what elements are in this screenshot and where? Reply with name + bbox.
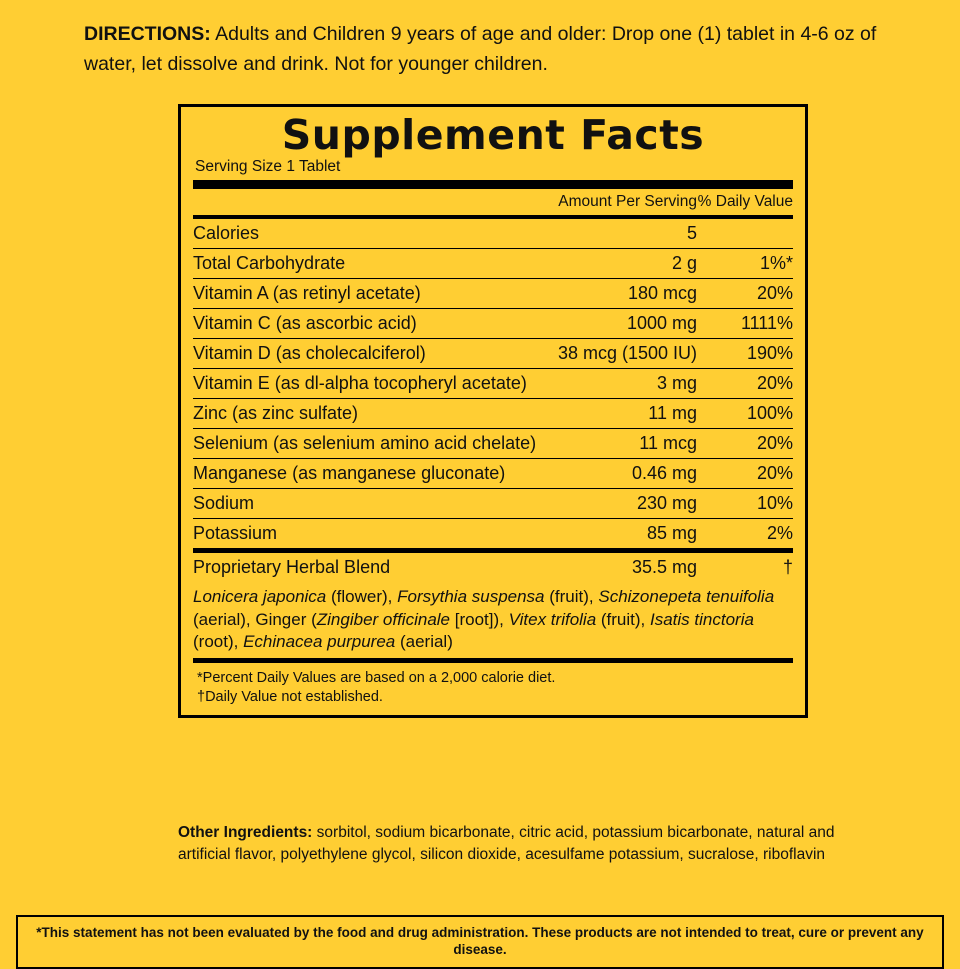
row-name: Vitamin A (as retinyl acetate) [193, 279, 552, 309]
row-name: Manganese (as manganese gluconate) [193, 459, 552, 489]
table-row [193, 399, 793, 429]
row-amount: 1000 mg [552, 309, 697, 339]
table-row [193, 309, 793, 339]
row-daily-value: 20% [697, 279, 793, 309]
other-ingredients-text: sorbitol, sodium bicarbonate, citric acid, potassium bicarbonate, natural and artificial flavor, polyethylene glycol, silicon dioxide, acesulfame potassium, sucralose, riboflavin [178, 824, 835, 863]
header-blank [193, 189, 552, 216]
row-amount: 38 mcg (1500 IU) [552, 339, 697, 369]
row-name: Zinc (as zinc sulfate) [193, 399, 552, 429]
blend-table-body [193, 553, 793, 658]
table-row [193, 279, 793, 309]
row-amount: 11 mcg [552, 429, 697, 459]
blend-daily-value: † [782, 557, 793, 578]
footnote-dagger: †Daily Value not established. [197, 689, 383, 706]
row-amount: 11 mg [552, 399, 697, 429]
row-daily-value [697, 218, 793, 249]
row-name: Calories [193, 218, 552, 249]
header-amount: Amount Per Serving [552, 189, 697, 216]
other-ingredients-label: Other Ingredients: [178, 824, 313, 841]
table-header-row [193, 189, 793, 216]
blend-name: Proprietary Herbal Blend [193, 557, 391, 578]
blend-row [193, 553, 793, 582]
panel-title: Supplement Facts [281, 111, 705, 159]
row-amount: 2 g [552, 249, 697, 279]
supplement-facts-panel [178, 104, 808, 718]
row-name: Vitamin D (as cholecalciferol) [193, 339, 552, 369]
row-amount: 5 [552, 218, 697, 249]
serving-size: Serving Size 1 Tablet [195, 158, 341, 176]
blend-ingredients-row [193, 582, 793, 658]
footnote-daily-values: *Percent Daily Values are based on a 2,000 calorie diet. [197, 670, 556, 687]
nutrition-table-body [193, 189, 793, 548]
row-daily-value: 20% [697, 429, 793, 459]
row-daily-value: 2% [766, 523, 793, 544]
table-row [193, 339, 793, 369]
table-row [193, 489, 793, 519]
row-amount: 230 mg [552, 489, 697, 519]
nutrition-table [193, 189, 793, 548]
table-row [193, 519, 793, 549]
row-amount: 85 mg [646, 523, 697, 544]
directions-block [84, 20, 884, 79]
table-row [193, 369, 793, 399]
header-daily-value: % Daily Value [697, 189, 793, 216]
row-name: Vitamin C (as ascorbic acid) [193, 309, 552, 339]
row-daily-value: 100% [697, 399, 793, 429]
row-daily-value: 1%* [697, 249, 793, 279]
blend-table [193, 553, 793, 658]
row-name: Selenium (as selenium amino acid chelate) [193, 429, 552, 459]
table-row [193, 429, 793, 459]
table-row [193, 218, 793, 249]
row-daily-value: 10% [697, 489, 793, 519]
other-ingredients-block [178, 822, 838, 866]
rule-thick-top [193, 180, 793, 189]
row-name: Sodium [193, 489, 552, 519]
row-name: Potassium [193, 523, 278, 544]
table-row [193, 459, 793, 489]
row-name: Total Carbohydrate [193, 249, 552, 279]
table-row [193, 249, 793, 279]
directions-text: Adults and Children 9 years of age and older: Drop one (1) tablet in 4-6 oz of water, let dissolve and drink. Not for younger children. [84, 23, 877, 75]
blend-ingredients: Lonicera japonica (flower), Forsythia suspensa (fruit), Schizonepeta tenuifolia (aerial), Ginger (Zingiber officinale [root]), Vitex trifolia (fruit), Isatis tinctoria (root), Echinacea purpurea (aerial) [193, 587, 775, 652]
footnotes [193, 663, 793, 707]
directions-label: DIRECTIONS: [84, 23, 211, 45]
row-daily-value: 190% [697, 339, 793, 369]
row-daily-value: 20% [697, 369, 793, 399]
row-amount: 0.46 mg [552, 459, 697, 489]
row-daily-value: 20% [697, 459, 793, 489]
fda-disclaimer: *This statement has not been evaluated by the food and drug administration. These products are not intended to treat, cure or prevent any disease. [16, 915, 944, 969]
row-name: Vitamin E (as dl-alpha tocopheryl acetate) [193, 369, 552, 399]
row-amount: 180 mcg [552, 279, 697, 309]
row-amount: 3 mg [552, 369, 697, 399]
row-daily-value: 1111% [697, 309, 793, 339]
blend-amount: 35.5 mg [631, 557, 697, 578]
